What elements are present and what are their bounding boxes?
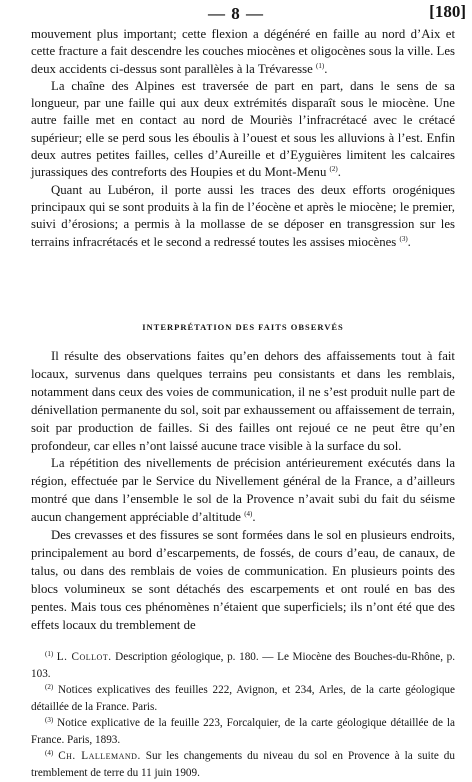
footnote bbox=[31, 748, 455, 781]
paragraph: La répétition des nivellements de précision antérieurement exécutés dans la région, effectuée par le Service du Nivellement général de la France, a d’ailleurs montré que dans l’ensemble le sol de la Provence n’avait subi du fait du séisme aucun changement appréciable d’altitude $^{(4)}$. bbox=[31, 456, 455, 525]
body-text-top bbox=[31, 26, 455, 251]
paragraph-text: Il résulte des observations faites qu’en dehors des affaissements tout à fait locaux, survenus dans quelques terrains peu consistants et dans les remblais, notamment dans ceux des voies de communication, il ne s’est produit nulle part de dénivellation permanente du sol, soit par exhaussement ou affaissement de terrain, soit par production de failles. Si des failles ont rejoué ce ne peut être qu’en profondeur, car elles n’ont laissé aucune trace visible à la surface du sol. bbox=[31, 349, 455, 453]
footnote-ref: (2) bbox=[329, 165, 338, 174]
footnote-mark: (2) bbox=[45, 683, 54, 691]
footnote-ref: (3) bbox=[399, 234, 408, 243]
paragraph-text: Quant au Lubéron, il porte aussi les traces des deux efforts orogéniques principaux qui se sont produits à la fin de l’éocène et après le miocène; le premier, suivi d’érosions; a permis à la mollasse de se déposer en transgression sur les terrains infracrétacés et le second a redressé toutes les assises miocènes bbox=[31, 182, 455, 249]
paragraph: mouvement plus important; cette flexion a dégénéré en faille au nord d’Aix et cette fracture a fait descendre les couches miocènes et oligocènes sous la ville. Les deux accidents ci-dessus sont parallèles à la Trévaresse $^{(1)}$. bbox=[31, 27, 455, 76]
footnote-ref: (1) bbox=[316, 61, 325, 70]
footnote-mark: (4) bbox=[45, 749, 54, 757]
footnote-author: Ch. Lallemand. bbox=[58, 750, 141, 762]
footnote-ref: (4) bbox=[244, 510, 253, 519]
footnote-text: Notices explicatives des feuilles 222, Avignon, et 234, Arles, de la carte géologique détaillée de la France. Paris. bbox=[31, 684, 455, 713]
footnotes bbox=[31, 649, 455, 781]
footnote-mark: (3) bbox=[45, 716, 54, 724]
footnote-text: Notice explicative de la feuille 223, Forcalquier, de la carte géologique détaillée de la France. Paris, 1893. bbox=[31, 717, 456, 746]
paragraph bbox=[31, 348, 455, 455]
footnote bbox=[31, 649, 455, 682]
page-header bbox=[0, 2, 472, 26]
paragraph-text: La répétition des nivellements de précision antérieurement exécutés dans la région, effectuée par le Service du Nivellement général de la France, a d’ailleurs montré que dans l’ensemble le sol de la Provence n’avait subi du fait du séisme aucun changement appréciable d’altitude bbox=[31, 456, 455, 525]
paragraph-text: La chaîne des Alpines est traversée de part en part, dans le sens de sa longueur, par une faille qui aux deux extrémités disparaît sous le miocène. Une autre faille met en contact au nord de Mouriès l’infracrétacé avec le crétacé supérieur; elle se perd sous les éboulis à l’ouest et sous les alluvions à l’est. Enfin deux autres petites failles, celles d’Aureille et d’Eyguières limitent les calcaires jurassiques des contreforts des Houpies et du Mont-Menu bbox=[31, 78, 455, 180]
paragraph-text: Des crevasses et des fissures se sont formées dans le sol en plusieurs endroits, principalement au bord d’escarpements, de fossés, de cours d’eau, de canaux, de talus, ou dans des remblais de voies de communication. En plusieurs points des blocs volumineux se sont détachés des escarpements et ont roulé en bas des pentes. Mais tous ces phénomènes n’étaient que superficiels; ils n’ont été que des effets locaux du tremblement de bbox=[31, 528, 455, 632]
paragraph bbox=[31, 527, 455, 634]
footnote bbox=[31, 682, 455, 715]
footnote-mark: (1) bbox=[45, 650, 54, 658]
footnote-text: Description géologique, p. 180. — Le Miocène des Bouches-du-Rhône, p. 103. bbox=[31, 651, 456, 680]
footnote bbox=[31, 715, 455, 748]
page-number: — 8 — bbox=[208, 4, 264, 23]
section-heading: INTERPRÉTATION DES FAITS OBSERVÉS bbox=[142, 322, 344, 332]
paragraph: La chaîne des Alpines est traversée de part en part, dans le sens de sa longueur, par une faille qui aux deux extrémités disparaît sous le miocène. Une autre faille met en contact au nord de Mouriès l’infracrétacé avec le crétacé supérieur; elle se perd sous les éboulis à l’ouest et sous les alluvions à l’est. Enfin deux autres petites failles, celles d’Aureille et d’Eyguières limitent les calcaires jurassiques des contreforts des Houpies et du Mont-Menu $^{(2)}$. bbox=[31, 78, 455, 180]
body-text-bottom bbox=[31, 348, 455, 635]
footnote-text: Sur les changements du niveau du sol en Provence à la suite du tremblement de terre du 11 juin 1909. bbox=[31, 750, 455, 779]
footnote-author: L. Collot. bbox=[56, 651, 112, 663]
paragraph: Quant au Lubéron, il porte aussi les traces des deux efforts orogéniques principaux qui se sont produits à la fin de l’éocène et après le miocène; le premier, suivi d’érosions; a permis à la mollasse de se déposer en transgression sur les terrains infracrétacés et le second a redressé toutes les assises miocènes $^{(3)}$. bbox=[31, 182, 455, 249]
paragraph-text: mouvement plus important; cette flexion a dégénéré en faille au nord d’Aix et cette fracture a fait descendre les couches miocènes et oligocènes sous la ville. Les deux accidents ci-dessus sont parallèles à la Trévaresse bbox=[31, 27, 455, 76]
page-reference: [180] bbox=[429, 2, 466, 21]
